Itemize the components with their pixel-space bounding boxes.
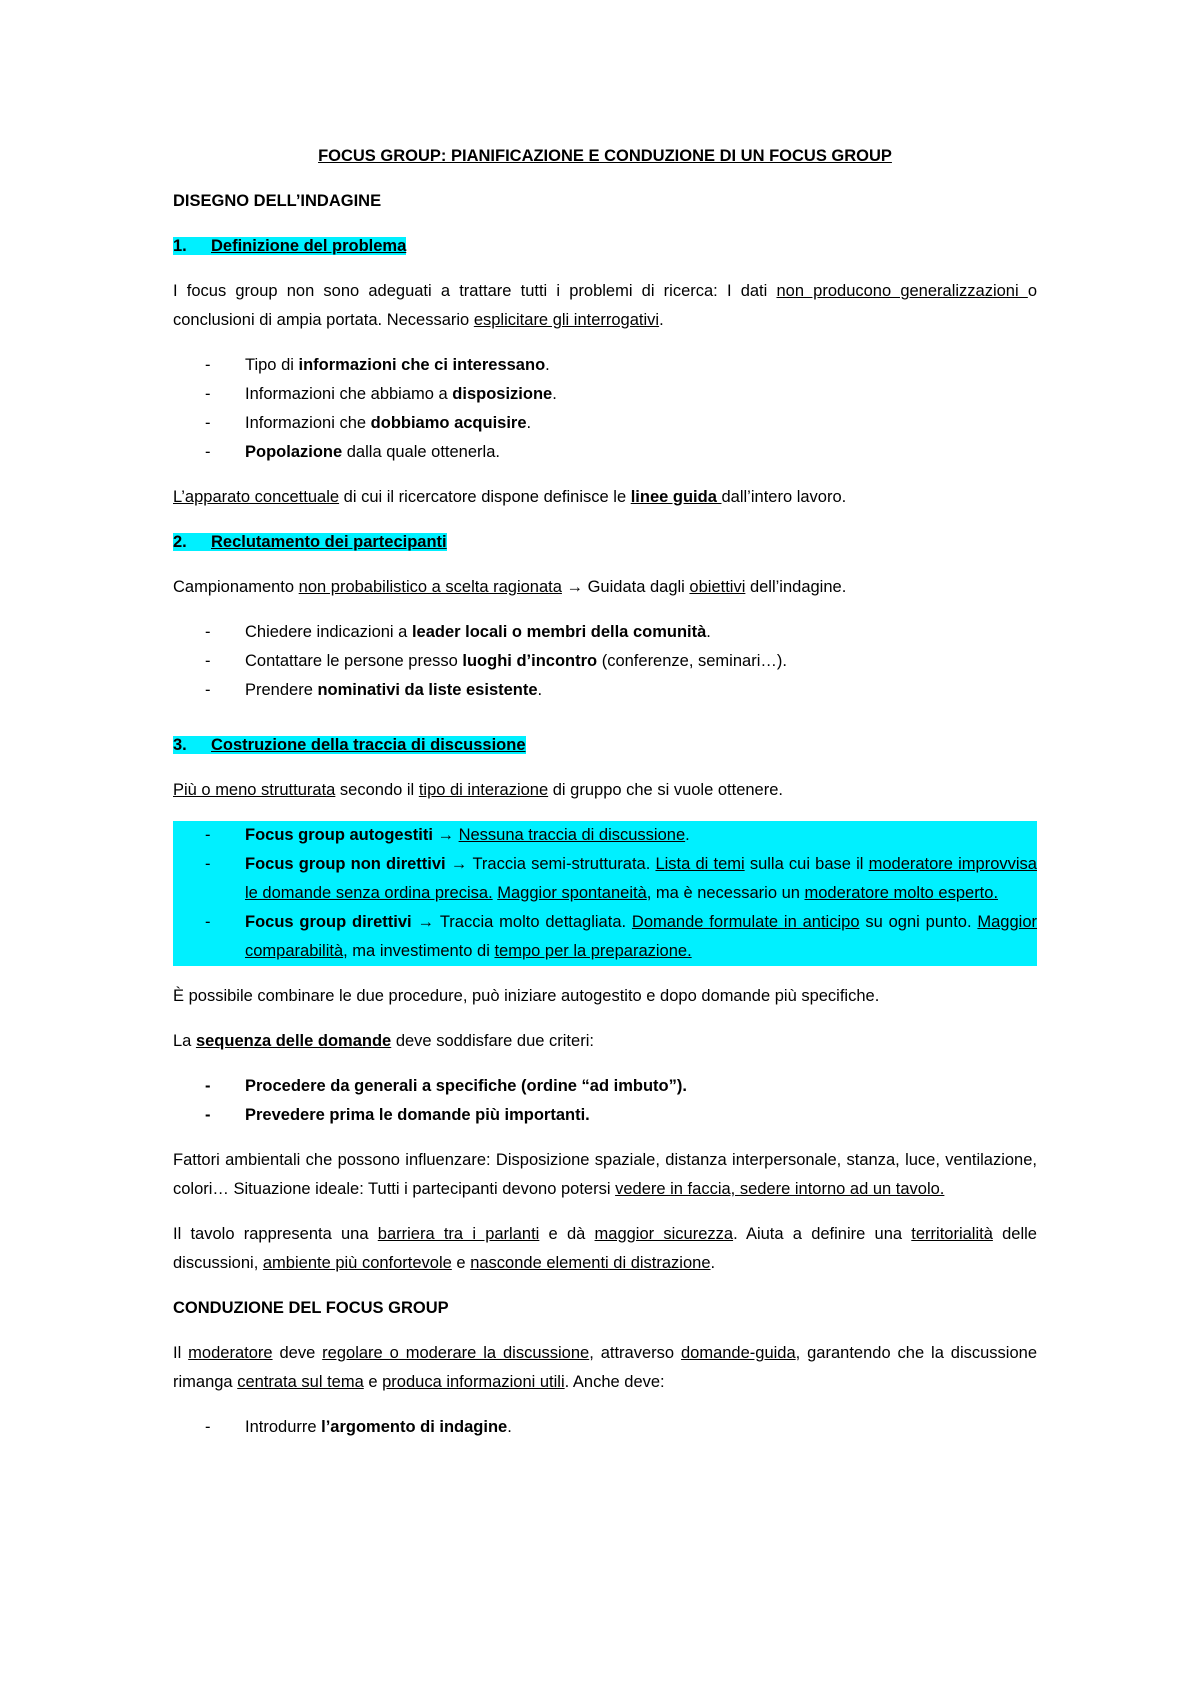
text-run: . xyxy=(710,1254,716,1272)
bold-text: Prevedere prima le domande più importanti. xyxy=(245,1106,590,1124)
bold-text: Popolazione xyxy=(245,443,343,461)
text-run: . xyxy=(526,414,532,432)
section-2-heading xyxy=(173,528,1037,557)
text-run: dell’indagine. xyxy=(745,578,847,596)
list-item xyxy=(173,618,1037,647)
text-run: , attraverso xyxy=(589,1344,681,1362)
criteria-list xyxy=(173,1072,1037,1130)
text-run: di cui il ricercatore dispone definisce le xyxy=(339,488,631,506)
text-run: , garantendo che la discussione rimanga xyxy=(173,1344,1038,1391)
text-run: o conclusioni di ampia portata. Necessario xyxy=(173,282,1037,329)
section-3-heading xyxy=(173,731,1037,760)
section-3-paragraph-4 xyxy=(173,1146,1037,1204)
dash-bullet: - xyxy=(205,385,211,403)
text-run: . xyxy=(659,311,664,329)
underlined-text: non probabilistico a scelta ragionata xyxy=(298,578,562,596)
arrow-right-icon: → xyxy=(561,578,588,596)
bold-text: informazioni che ci interessano xyxy=(298,356,546,374)
text-run: e dà xyxy=(539,1225,595,1243)
underlined-text: barriera tra i parlanti xyxy=(377,1225,540,1243)
text-run: Informazioni che abbiamo a xyxy=(245,385,453,403)
section-3-paragraph-2: È possibile combinare le due procedure, può iniziare autogestito e dopo domande più specifiche. xyxy=(173,987,880,1005)
text-run: Il xyxy=(173,1344,189,1362)
dash-bullet: - xyxy=(205,913,211,931)
bold-text: Procedere da generali a specifiche (ordine “ad imbuto”). xyxy=(245,1077,687,1095)
text-run: . xyxy=(552,385,557,403)
arrow-right-icon: → xyxy=(411,913,440,931)
underlined-text: ambiente più confortevole xyxy=(262,1254,452,1272)
underlined-text: tipo di interazione xyxy=(418,781,549,799)
text-run: di gruppo che si vuole ottenere. xyxy=(548,781,783,799)
underlined-text: L’apparato concettuale xyxy=(173,488,340,506)
text-run: dalla quale ottenerla. xyxy=(342,443,500,461)
section-1-paragraph-1 xyxy=(173,277,1037,335)
list-item xyxy=(173,647,1037,676)
underlined-text: centrata sul tema xyxy=(237,1373,364,1391)
text-run: e xyxy=(451,1254,471,1272)
dash-bullet: - xyxy=(205,681,211,699)
list-item xyxy=(173,1413,1037,1442)
text-run: sulla cui base il xyxy=(744,855,869,873)
dash-bullet: - xyxy=(205,356,211,374)
list-item xyxy=(173,1101,1037,1130)
text-run: secondo il xyxy=(335,781,419,799)
underlined-bold-text: sequenza delle domande xyxy=(195,1032,392,1050)
underlined-text: maggior sicurezza xyxy=(594,1225,734,1243)
list-item-autogestiti xyxy=(173,821,1037,850)
text-run: Chiedere indicazioni a xyxy=(245,623,412,641)
arrow-right-icon: → xyxy=(445,855,473,873)
text-run: Informazioni che xyxy=(245,414,371,432)
section-2-title: Reclutamento dei partecipanti xyxy=(211,533,447,551)
dash-bullet: - xyxy=(205,414,211,432)
text-run: , ma investimento di xyxy=(343,942,495,960)
text-run: Introdurre xyxy=(245,1418,322,1436)
underlined-text: moderatore molto esperto. xyxy=(804,884,999,902)
section-1-heading xyxy=(173,232,1037,261)
section-1-number: 1. xyxy=(173,237,187,255)
list-item xyxy=(173,380,1037,409)
list-item-direttivi xyxy=(173,908,1037,966)
underlined-text: esplicitare gli interrogativi xyxy=(473,311,660,329)
section-heading-design: DISEGNO DELL’INDAGINE xyxy=(173,192,382,210)
section-2-list xyxy=(173,618,1037,705)
bold-text: nominativi da liste esistente xyxy=(317,681,538,699)
section-1-list xyxy=(173,351,1037,467)
text-run: . xyxy=(537,681,543,699)
section-3-paragraph-3 xyxy=(173,1027,1037,1056)
bold-text: leader locali o membri della comunità xyxy=(411,623,707,641)
text-run: Prendere xyxy=(245,681,318,699)
underlined-bold-text: linee guida xyxy=(630,488,722,506)
section-3-paragraph-1 xyxy=(173,776,1037,805)
underlined-text: regolare o moderare la discussione xyxy=(322,1344,590,1362)
text-run: su ogni punto. xyxy=(859,913,978,931)
document-body xyxy=(173,142,1037,1458)
text-run: . xyxy=(685,826,690,844)
bold-text: dobbiamo acquisire xyxy=(370,414,527,432)
underlined-text: territorialità xyxy=(911,1225,993,1243)
dash-bullet: - xyxy=(205,826,211,844)
section-3-paragraph-5 xyxy=(173,1220,1037,1278)
text-run: . xyxy=(706,623,711,641)
dash-bullet: - xyxy=(205,855,211,873)
underlined-text: domande-guida xyxy=(680,1344,796,1362)
section-3-title: Costruzione della traccia di discussione xyxy=(211,736,526,754)
underlined-text: Maggior spontaneità xyxy=(497,884,647,902)
dash-bullet: - xyxy=(205,443,211,461)
underlined-text: moderatore xyxy=(188,1344,273,1362)
text-run: deve xyxy=(272,1344,323,1362)
text-run: Contattare le persone presso xyxy=(245,652,463,670)
bold-text: Focus group autogestiti xyxy=(245,826,433,844)
list-item xyxy=(173,351,1037,380)
text-run: . xyxy=(507,1418,512,1436)
text-run: Traccia semi-strutturata. xyxy=(472,855,656,873)
conduct-list xyxy=(173,1413,1037,1442)
text-run: La xyxy=(173,1032,196,1050)
underlined-text: produca informazioni utili xyxy=(382,1373,565,1391)
text-run: Guidata dagli xyxy=(587,578,690,596)
section-2-paragraph-1 xyxy=(173,573,1037,602)
arrow-right-icon: → xyxy=(432,826,459,844)
dash-bullet: - xyxy=(205,623,211,641)
document-title: FOCUS GROUP: PIANIFICAZIONE E CONDUZIONE DI UN FOCUS GROUP xyxy=(318,147,892,165)
dash-bullet: - xyxy=(205,1106,211,1124)
underlined-text: Nessuna traccia di discussione xyxy=(458,826,686,844)
text-run: Traccia molto dettagliata. xyxy=(439,913,632,931)
section-1-highlight xyxy=(173,237,406,255)
underlined-text: moderatore improvvisa le domande senza ordina precisa. xyxy=(245,855,1037,902)
text-run: Il tavolo rappresenta una xyxy=(173,1225,378,1243)
section-1-title: Definizione del problema xyxy=(211,237,407,255)
section-heading-conduct: CONDUZIONE DEL FOCUS GROUP xyxy=(173,1299,449,1317)
text-run: Campionamento xyxy=(173,578,299,596)
bold-text: Focus group direttivi xyxy=(245,913,412,931)
dash-bullet: - xyxy=(205,652,211,670)
underlined-text: obiettivi xyxy=(689,578,746,596)
text-run: e xyxy=(363,1373,383,1391)
underlined-text: nasconde elementi di distrazione xyxy=(470,1254,711,1272)
bold-text: luoghi d’incontro xyxy=(462,652,598,670)
underlined-text: Domande formulate in anticipo xyxy=(631,913,860,931)
underlined-text: non producono generalizzazioni xyxy=(776,282,1028,300)
list-item-non-direttivi xyxy=(173,850,1037,908)
text-run: delle discussioni, xyxy=(173,1225,1037,1272)
conduct-paragraph-1 xyxy=(173,1339,1037,1397)
bold-text: disposizione xyxy=(452,385,553,403)
list-item xyxy=(173,1072,1037,1101)
bold-text: l’argomento di indagine xyxy=(321,1418,508,1436)
list-item xyxy=(173,409,1037,438)
spacer xyxy=(173,721,1037,731)
section-2-number: 2. xyxy=(173,533,187,551)
underlined-text: tempo per la preparazione. xyxy=(494,942,692,960)
text-run: . Aiuta a definire una xyxy=(733,1225,912,1243)
list-item xyxy=(173,438,1037,467)
text-run: deve soddisfare due criteri: xyxy=(391,1032,594,1050)
dash-bullet: - xyxy=(205,1077,211,1095)
bold-text: Focus group non direttivi xyxy=(245,855,446,873)
list-item xyxy=(173,676,1037,705)
text-run: Fattori ambientali che possono influenzare: Disposizione spaziale, distanza interpersonale, stanza, luce, ventilazione, colori… Situazione ideale: Tutti i partecipanti devono potersi xyxy=(173,1151,1037,1198)
text-run: dall’intero lavoro. xyxy=(721,488,847,506)
text-run: . Anche deve: xyxy=(564,1373,665,1391)
section-3-highlight xyxy=(173,736,526,754)
section-3-highlighted-list xyxy=(173,821,1037,966)
section-1-paragraph-2 xyxy=(173,483,1037,512)
text-run: . xyxy=(545,356,550,374)
dash-bullet: - xyxy=(205,1418,211,1436)
underlined-text: Lista di temi xyxy=(655,855,745,873)
text-run: I focus group non sono adeguati a trattare tutti i problemi di ricerca: I dati xyxy=(173,282,777,300)
underlined-text: Più o meno strutturata xyxy=(173,781,336,799)
text-run: Tipo di xyxy=(245,356,299,374)
underlined-text: Maggior comparabilità xyxy=(245,913,1038,960)
text-run: (conferenze, seminari…). xyxy=(597,652,787,670)
section-2-highlight xyxy=(173,533,447,551)
text-run: , ma è necessario un xyxy=(646,884,805,902)
section-3-number: 3. xyxy=(173,736,187,754)
underlined-text: vedere in faccia, sedere intorno ad un tavolo. xyxy=(615,1180,945,1198)
